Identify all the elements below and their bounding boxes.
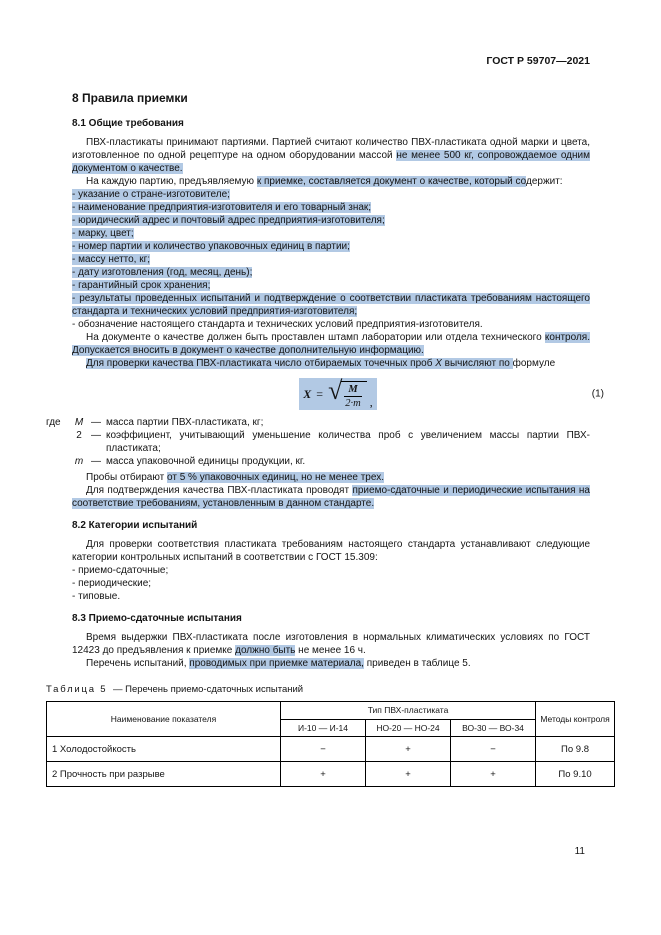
dash: — (91, 417, 101, 428)
table-row (47, 737, 615, 762)
section-heading: 8 Правила приемки (72, 91, 188, 105)
highlighted-text: - наименование предприятия-изготовителя и его товарный знак; (72, 202, 372, 213)
formula-legend (46, 416, 590, 468)
paragraph (72, 331, 590, 357)
text-segment: Для проверки соответствия пластиката требованиям настоящего стандарта устанавливают следующие категории контрольных испытаний в соответствии с ГОСТ 15.309: (72, 539, 590, 563)
paragraph (72, 136, 590, 175)
text-segment: Перечень испытаний, (86, 658, 190, 669)
list-item (72, 188, 590, 201)
dash: — (91, 430, 101, 441)
highlighted-text: - юридический адрес и почтовый адрес предприятия-изготовителя; (72, 215, 385, 226)
highlighted-text: к приемке, составляется документ о качестве, который со (256, 176, 526, 187)
equals-sign: = (316, 386, 324, 401)
paragraph (72, 357, 590, 370)
table-row (47, 762, 615, 787)
cell-value: + (451, 762, 536, 787)
cell-method: По 9.10 (536, 762, 615, 787)
radical-icon: √ (328, 376, 343, 405)
document-body (46, 92, 614, 787)
formula-comma: , (369, 395, 373, 409)
list-item (72, 253, 590, 266)
text-segment: не менее 16 ч. (295, 645, 366, 656)
cell-value: + (366, 737, 451, 762)
highlighted-text: - гарантийный срок хранения; (72, 280, 211, 291)
col-header-type-3: ВО-30 — ВО-34 (451, 719, 536, 737)
legend-term: 2 (76, 430, 82, 441)
square-root (328, 376, 367, 409)
subsection-heading: 8.3 Приемо-сдаточные испытания (72, 613, 242, 624)
col-header-type-1: И-10 — И-14 (281, 719, 366, 737)
highlighted-text: X (435, 358, 442, 369)
cell-value: − (281, 737, 366, 762)
table-caption-text: — Перечень приемо-сдаточных испытаний (113, 684, 304, 695)
subsection-heading: 8.1 Общие требования (72, 118, 184, 129)
text-segment: формуле (512, 358, 556, 369)
text-segment: Время выдержки ПВХ-пластиката после изготовления в нормальных климатических условиях по ГОСТ 12423 до предъявления к приемке (72, 632, 590, 656)
page-header (72, 55, 590, 68)
text-segment: - приемо-сдаточные; (72, 565, 169, 576)
cell-name: 2 Прочность при разрыве (47, 762, 281, 787)
legend-row (46, 416, 590, 429)
table-caption (46, 683, 614, 696)
paragraph (72, 484, 590, 510)
text-segment: приведен в таблице 5. (363, 658, 471, 669)
text-segment: На документе о качестве должен быть проставлен штамп лаборатории или отдела технического (86, 332, 545, 343)
col-header-methods: Методы контроля (536, 702, 615, 737)
col-header-type-2: НО-20 — НО-24 (366, 719, 451, 737)
highlighted-text: от 5 % упаковочных единиц, но не менее трех. (167, 472, 384, 483)
list-item (72, 240, 590, 253)
cell-value: + (366, 762, 451, 787)
text-segment: - типовые. (72, 591, 121, 602)
cell-method: По 9.8 (536, 737, 615, 762)
col-header-group: Тип ПВХ-пластиката (281, 702, 536, 720)
highlighted-text: контроля. Допускается вносить в документ о качестве дополнительную информацию. (72, 332, 590, 356)
list-item (72, 201, 590, 214)
doc-number: ГОСТ Р 59707—2021 (486, 55, 590, 67)
list-item (72, 227, 590, 240)
highlighted-text: приемо-сдаточные и периодические испытания на соответствие требованиям, установленным в данном стандарте. (72, 485, 590, 509)
subsection-heading: 8.2 Категории испытаний (72, 520, 198, 531)
highlighted-text: - указание о стране-изготовителе; (72, 189, 230, 200)
radicand (341, 381, 366, 409)
text-segment: На каждую партию, предъявляемую (86, 176, 257, 187)
text-segment: - обозначение настоящего стандарта и технических условий предприятия-изготовителя. (72, 319, 483, 330)
cell-name: 1 Холодостойкость (47, 737, 281, 762)
list-item (72, 214, 590, 227)
page-number: 11 (574, 846, 585, 857)
legend-row (46, 429, 590, 455)
highlighted-text: - дату изготовления (год, месяц, день); (72, 267, 253, 278)
dash: — (91, 456, 101, 467)
cell-value: − (451, 737, 536, 762)
text-segment: Для подтверждения качества ПВХ-пластиката проводят (86, 485, 353, 496)
highlighted-text: - номер партии и количество упаковочных единиц в партии; (72, 241, 350, 252)
table-header-row (47, 702, 615, 720)
highlighted-text: - массу нетто, кг; (72, 254, 151, 265)
highlighted-text: Для проверки качества ПВХ-пластиката число отбираемых точечных проб (86, 358, 436, 369)
legend-lead: где (46, 417, 61, 428)
list-item (72, 590, 590, 603)
text-segment: держит: (525, 176, 563, 187)
table-caption-label: Таблица 5 (46, 684, 108, 695)
highlighted-text: не менее 500 кг, сопровождаемое одним документом о качестве. (72, 150, 590, 174)
paragraph (72, 175, 590, 188)
highlighted-text: должно быть (235, 645, 296, 656)
text-segment: ПВХ-пластикаты принимают партиями. Партией считают количество ПВХ-пластиката одной марки и цвета, изготовленное по одной рецептуре на одном оборудовании массой (72, 137, 590, 161)
fraction (344, 384, 361, 409)
highlighted-text: - результаты проведенных испытаний и подтверждение о соответствии пластиката требованиям настоящего стандарта и технических условий предприятия-изготовителя; (72, 293, 590, 317)
legend-term: m (74, 456, 84, 467)
paragraph (72, 538, 590, 564)
highlighted-text: вычисляют по (441, 358, 513, 369)
formula-variable-x: X (303, 386, 312, 401)
highlighted-text: проводимых при приемке материала, (189, 658, 364, 669)
list-item (72, 577, 590, 590)
text-segment: Пробы отбирают (86, 472, 168, 483)
col-header-name: Наименование показателя (47, 702, 281, 737)
legend-desc: коэффициент, учитывающий уменьшение количества проб с увеличением массы партии ПВХ-пластиката; (106, 430, 590, 454)
legend-row (46, 455, 590, 468)
highlighted-text: - марку, цвет; (72, 228, 134, 239)
formula (72, 378, 604, 410)
text-segment: - периодические; (72, 578, 152, 589)
fraction-denominator: 2·m (345, 398, 361, 409)
paragraph (72, 657, 590, 670)
list-item (72, 564, 590, 577)
formula-expression (299, 378, 376, 410)
acceptance-table (46, 701, 615, 787)
list-item (72, 318, 590, 331)
list-item (72, 279, 590, 292)
list-item (72, 266, 590, 279)
cell-value: + (281, 762, 366, 787)
legend-desc: масса упаковочной единицы продукции, кг. (106, 456, 306, 467)
fraction-numerator: M (344, 384, 361, 397)
paragraph (72, 631, 590, 657)
legend-term: M (74, 417, 84, 428)
list-item (72, 292, 590, 318)
paragraph (72, 471, 590, 484)
legend-desc: масса партии ПВХ-пластиката, кг; (106, 417, 264, 428)
equation-number: (1) (591, 388, 604, 400)
